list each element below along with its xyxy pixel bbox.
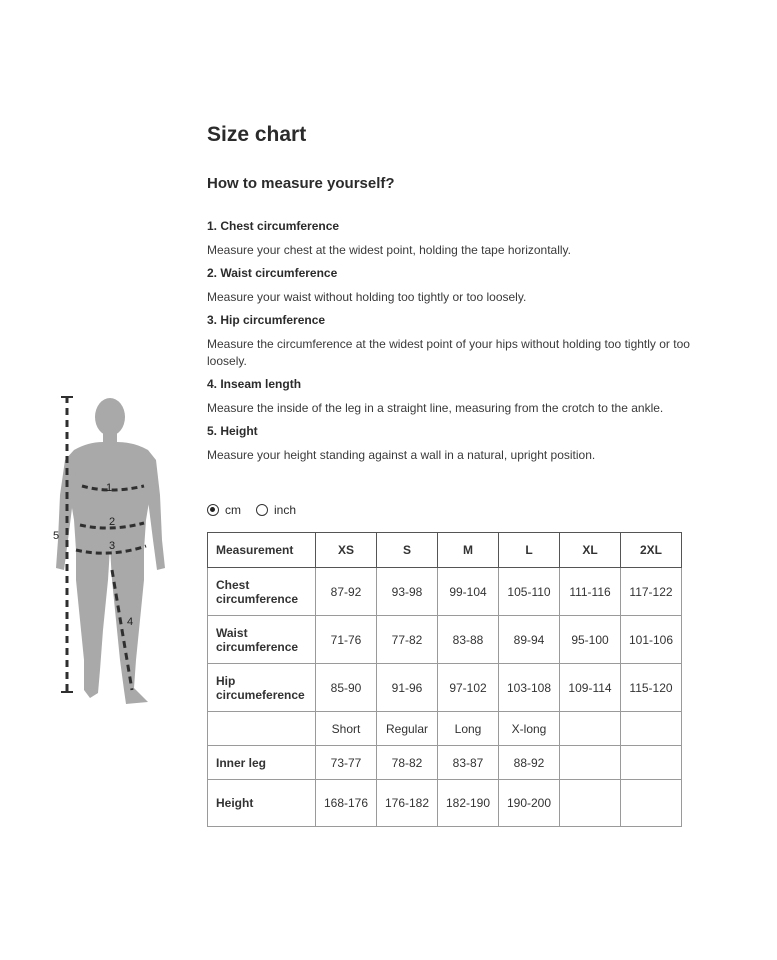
figure-label-inseam: 4 <box>126 616 134 628</box>
measure-instructions <box>207 218 722 470</box>
table-cell: 99-104 <box>438 568 499 616</box>
size-table <box>207 532 682 827</box>
table-cell: 117-122 <box>621 568 682 616</box>
row-label: Waist circumference <box>208 616 316 664</box>
table-cell: 168-176 <box>316 780 377 827</box>
table-row <box>208 664 682 712</box>
table-cell <box>621 712 682 746</box>
table-cell: 71-76 <box>316 616 377 664</box>
table-header-row <box>208 533 682 568</box>
table-cell <box>560 712 621 746</box>
table-cell: 77-82 <box>377 616 438 664</box>
table-cell: 91-96 <box>377 664 438 712</box>
instruction-text-hip: Measure the circumference at the widest point of your hips without holding too tightly or too loosely. <box>207 337 690 368</box>
table-cell: X-long <box>499 712 560 746</box>
header-measurement: Measurement <box>208 533 316 568</box>
table-cell <box>621 780 682 827</box>
row-label <box>208 712 316 746</box>
table-cell: 83-87 <box>438 746 499 780</box>
table-cell: 105-110 <box>499 568 560 616</box>
table-cell: 182-190 <box>438 780 499 827</box>
table-cell <box>560 780 621 827</box>
table-cell: 83-88 <box>438 616 499 664</box>
instruction-heading-inseam: 4. Inseam length <box>207 377 302 391</box>
instruction-text-chest: Measure your chest at the widest point, holding the tape horizontally. <box>207 243 571 257</box>
row-label: Inner leg <box>208 746 316 780</box>
row-label: Hip circumeference <box>208 664 316 712</box>
instruction-heading-height: 5. Height <box>207 424 258 438</box>
table-row <box>208 712 682 746</box>
table-row <box>208 746 682 780</box>
table-cell: 111-116 <box>560 568 621 616</box>
unit-label-cm: cm <box>225 503 241 517</box>
table-cell: Regular <box>377 712 438 746</box>
instruction-text-waist: Measure your waist without holding too tightly or too loosely. <box>207 290 527 304</box>
header-size-2xl: 2XL <box>621 533 682 568</box>
instruction-text-inseam: Measure the inside of the leg in a straight line, measuring from the crotch to the ankle. <box>207 401 664 415</box>
table-cell <box>560 746 621 780</box>
page-title: Size chart <box>207 123 307 146</box>
table-cell: 101-106 <box>621 616 682 664</box>
unit-option-inch[interactable] <box>256 503 296 517</box>
header-size-xl: XL <box>560 533 621 568</box>
table-cell: 78-82 <box>377 746 438 780</box>
table-cell: 103-108 <box>499 664 560 712</box>
table-cell: Long <box>438 712 499 746</box>
unit-label-inch: inch <box>274 503 297 517</box>
unit-option-cm[interactable] <box>207 503 241 517</box>
table-cell: 115-120 <box>621 664 682 712</box>
figure-label-waist: 2 <box>108 516 116 528</box>
page-subtitle: How to measure yourself? <box>207 175 395 192</box>
table-row <box>208 780 682 827</box>
table-cell: 190-200 <box>499 780 560 827</box>
figure-label-hip: 3 <box>108 540 116 552</box>
row-label: Height <box>208 780 316 827</box>
table-row <box>208 568 682 616</box>
table-cell: 85-90 <box>316 664 377 712</box>
instruction-heading-hip: 3. Hip circumference <box>207 313 326 327</box>
table-cell: 89-94 <box>499 616 560 664</box>
figure-label-chest: 1 <box>105 482 113 494</box>
table-cell: 88-92 <box>499 746 560 780</box>
table-cell: 93-98 <box>377 568 438 616</box>
radio-selected-icon[interactable] <box>207 504 219 516</box>
table-cell: Short <box>316 712 377 746</box>
table-cell: 95-100 <box>560 616 621 664</box>
body-measurement-figure <box>48 390 178 720</box>
instruction-heading-waist: 2. Waist circumference <box>207 266 338 280</box>
unit-toggle <box>207 503 311 517</box>
table-cell: 87-92 <box>316 568 377 616</box>
instruction-text-height: Measure your height standing against a wall in a natural, upright position. <box>207 448 596 462</box>
header-size-l: L <box>499 533 560 568</box>
table-cell: 73-77 <box>316 746 377 780</box>
figure-label-height: 5 <box>52 530 60 542</box>
header-size-m: M <box>438 533 499 568</box>
table-cell: 176-182 <box>377 780 438 827</box>
table-cell: 97-102 <box>438 664 499 712</box>
instruction-heading-chest: 1. Chest circumference <box>207 219 340 233</box>
table-cell: 109-114 <box>560 664 621 712</box>
header-size-s: S <box>377 533 438 568</box>
row-label: Chest circumference <box>208 568 316 616</box>
radio-unselected-icon[interactable] <box>256 504 268 516</box>
header-size-xs: XS <box>316 533 377 568</box>
table-cell <box>621 746 682 780</box>
table-row <box>208 616 682 664</box>
